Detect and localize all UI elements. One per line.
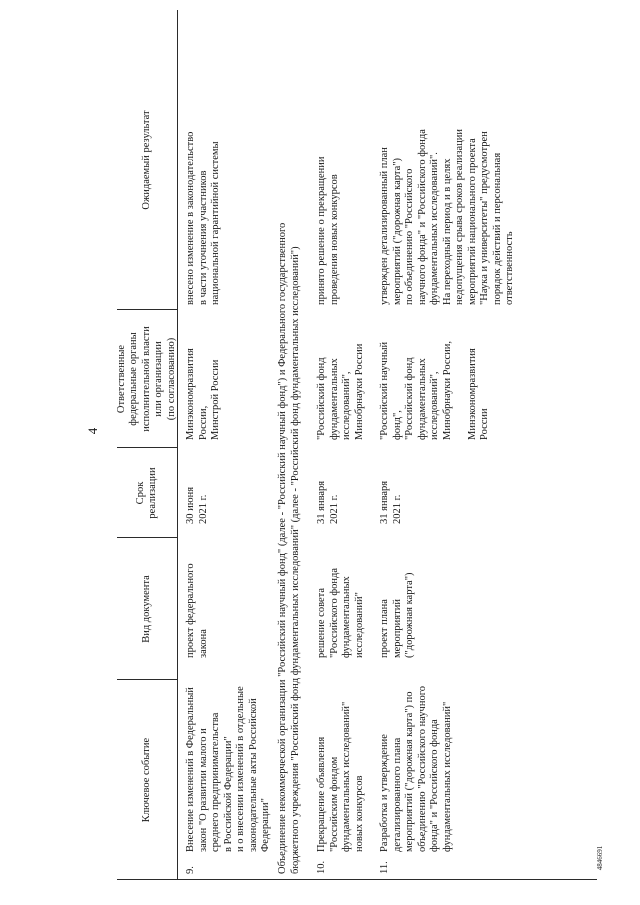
row10-doctype: решение совета "Российского фонда фундаментальных исследований" bbox=[316, 567, 365, 658]
header-result: Ожидаемый результат bbox=[140, 110, 152, 210]
row10-number: 10. bbox=[316, 860, 327, 874]
header-event: Ключевое событие bbox=[140, 737, 152, 823]
table-border-left bbox=[117, 879, 597, 880]
row11-term: 31 января 2021 г. bbox=[379, 480, 403, 524]
row9-result: внесено изменение в законодательство в части уточнения участников национальной гарантийной системы bbox=[185, 131, 221, 305]
row11-event: Разработка и утверждение детализированного плана мероприятий ("дорожная карта") по объединению "Российского научного фонда" и "Российского фонда фундаментальных исследований" bbox=[379, 685, 453, 852]
header-bottom-rule bbox=[177, 10, 178, 880]
document-id: 4846691 bbox=[596, 845, 604, 871]
plan-table bbox=[117, 10, 597, 880]
page-number: 4 bbox=[85, 427, 100, 435]
section-heading: Объединение некоммерческой организации "Российский научный фонд" (далее - "Российский научный фонд") и Федерального государственного бюджетного учреждения "Российский фонд фундаментальных исследований" (далее - "Российский фонд фундаментальных исследований") bbox=[277, 222, 301, 874]
row9-number: 9. bbox=[185, 866, 196, 874]
header-term: Срок реализации bbox=[134, 467, 158, 519]
row10-responsible: "Российский фонд фундаментальных исследований", Минобрнауки России bbox=[316, 343, 365, 440]
row10-result: принято решение о прекращении проведения новых конкурсов bbox=[316, 156, 340, 305]
row11-number: 11. bbox=[379, 861, 390, 874]
row11-responsible: "Российский научный фонд", "Российский фонд фундаментальных исследований", Минобрнауки России, Минэкономразвития России bbox=[379, 340, 490, 440]
row11-result: утвержден детализированный план мероприятий ("дорожная карта") по объединению "Российского научного фонда" и "Российского фонда фундаментальных исследований". На переходный период и в целях недопущения срыва сроков реализации мероприятий национального проекта "Наука и университеты" предусмотрен порядок действий и персональная ответственность bbox=[379, 129, 515, 305]
header-responsible: Ответственные федеральные органы исполнительной власти или организации (по согласованию) bbox=[115, 326, 177, 432]
row9-event: Внесение изменений в Федеральный закон "О развитии малого и среднего предпринимательства в Российской Федерации" и о внесении изменений в отдельные законодательные акты Российской Федерации" bbox=[185, 686, 271, 852]
row10-event: Прекращение объявления "Российским фондом фундаментальных исследований" новых конкурсов bbox=[316, 701, 365, 852]
row9-responsible: Минэкономразвития России, Минстрой России bbox=[185, 348, 221, 440]
row11-doctype: проект плана мероприятий ("дорожная карта") bbox=[379, 572, 415, 658]
row9-term: 30 июня 2021 г. bbox=[185, 486, 209, 524]
header-doctype: Вид документа bbox=[140, 575, 152, 643]
row10-term: 31 января 2021 г. bbox=[316, 480, 340, 524]
row9-doctype: проект федерального закона bbox=[185, 563, 209, 658]
